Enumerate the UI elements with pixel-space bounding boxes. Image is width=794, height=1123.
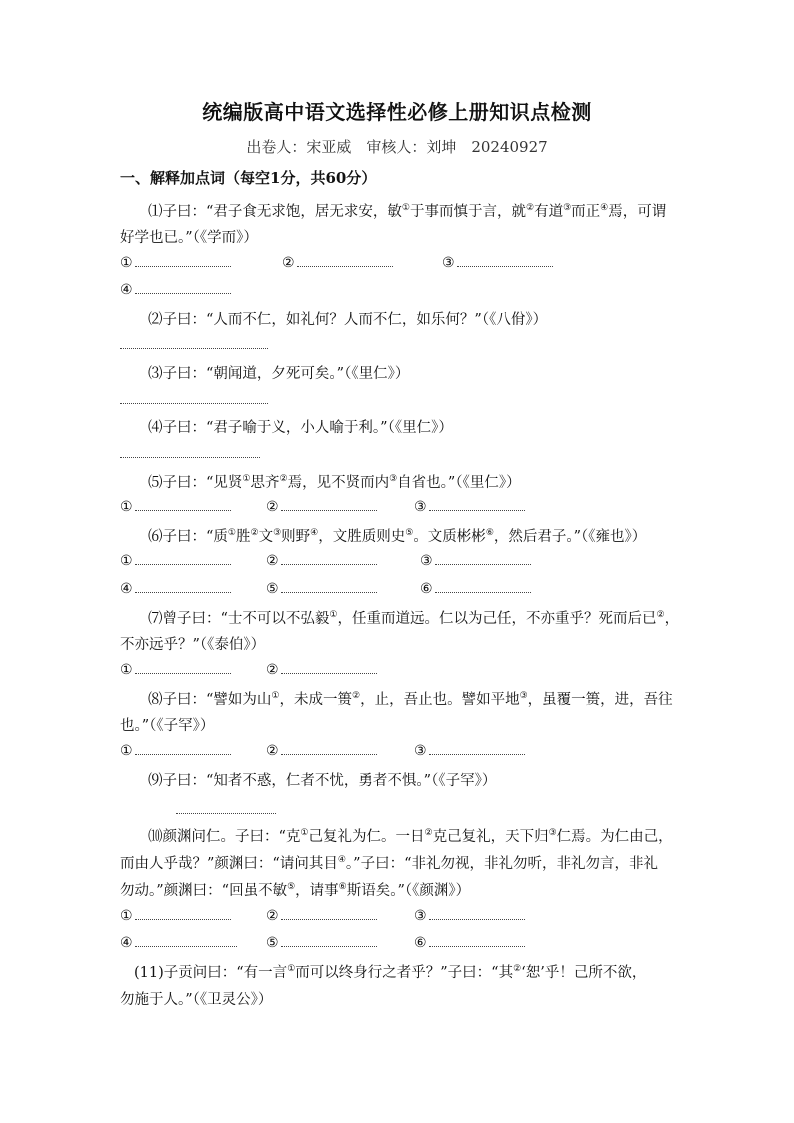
answer-blank[interactable]: ① [120,742,231,759]
answer-blank[interactable]: ④ [120,934,237,951]
answer-blank[interactable]: ④ [120,580,231,597]
answer-blank[interactable]: ② [266,661,377,678]
answer-blank[interactable]: ② [266,552,377,569]
page-title: 统编版高中语文选择性必修上册知识点检测 [202,100,592,124]
question-10-line2: 而由人乎哉？”颜渊曰：“请问其目④。”子曰：“非礼勿视，非礼勿听，非礼勿言，非礼 [120,855,658,872]
question-10-line3: 勿动。”颜渊曰：“回虽不敏⑤，请事⑥斯语矣。”（《颜渊》） [120,882,471,899]
question-11: (11)子贡问曰：“有一言①而可以终身行之者乎？”子曰：“其②‘恕’乎！己所不欲， [134,964,647,981]
answer-blank[interactable] [120,456,260,458]
question-10: ⑽颜渊问仁。子曰：“克①己复礼为仁。一日②克己复礼，天下归③仁焉。为仁由己， [148,828,673,845]
answer-blank[interactable] [120,402,268,404]
question-1-line2: 好学也已。”（《学而》） [120,230,258,246]
authors-line: 出卷人：宋亚威 审核人：刘坤 20240927 [246,138,548,156]
answer-blank[interactable]: ③ [442,254,553,271]
question-6: ⑹子曰：“质①胜②文③则野④，文胜质则史⑤。文质彬彬⑥，然后君子。”（《雍也》） [148,528,647,545]
answer-blank[interactable]: ① [120,907,231,924]
answer-blank[interactable]: ④ [120,281,231,298]
answer-blank[interactable] [176,812,276,814]
question-2: ⑵子曰：“人而不仁，如礼何？人而不仁，如乐何？”（《八佾》） [148,312,548,328]
answer-blank[interactable]: ⑥ [414,934,525,951]
question-7-line2: 不亦远乎？”（《泰伯》） [120,637,266,653]
answer-blank[interactable]: ③ [414,907,525,924]
answer-blank[interactable]: ① [120,661,231,678]
answer-blank[interactable]: ③ [420,552,531,569]
answer-blank[interactable]: ② [266,498,377,515]
answer-blank[interactable]: ③ [414,498,525,515]
answer-blank[interactable]: ⑤ [266,934,377,951]
question-3: ⑶子曰：“朝闻道，夕死可矣。”（《里仁》） [148,366,410,382]
answer-blank[interactable]: ① [120,254,231,271]
question-8-line2: 也。”（《子罕》） [120,718,215,734]
answer-blank[interactable]: ⑤ [266,580,377,597]
question-1: ⑴子曰：“君子食无求饱，居无求安，敏①于事而慎于言，就②有道③而正④焉，可谓 [148,203,667,220]
answer-blank[interactable]: ⑥ [420,580,531,597]
question-11-line2: 勿施于人。”（《卫灵公》） [120,992,273,1008]
answer-blank[interactable]: ② [266,742,377,759]
answer-blank[interactable] [120,347,268,349]
section-heading: 一、解释加点词（每空1分，共60分） [120,169,377,187]
answer-blank[interactable]: ① [120,552,231,569]
answer-blank[interactable]: ② [266,907,377,924]
answer-blank[interactable]: ② [282,254,393,271]
question-9: ⑼子曰：“知者不惑，仁者不忧，勇者不惧。”（《子罕》） [148,773,497,789]
answer-blank[interactable]: ① [120,498,231,515]
question-7: ⑺曾子曰：“士不可以不弘毅①，任重而道远。仁以为己任，不亦重乎？死而后已②， [148,610,680,627]
question-4: ⑷子曰：“君子喻于义，小人喻于利。”（《里仁》） [148,420,453,436]
answer-blank[interactable]: ③ [414,742,525,759]
question-8: ⑻子曰：“譬如为山①，未成一篑②，止，吾止也。譬如平地③，虽覆一篑，进，吾往 [148,691,673,708]
question-5: ⑸子曰：“见贤①思齐②焉，见不贤而内③自省也。”（《里仁》） [148,474,521,491]
